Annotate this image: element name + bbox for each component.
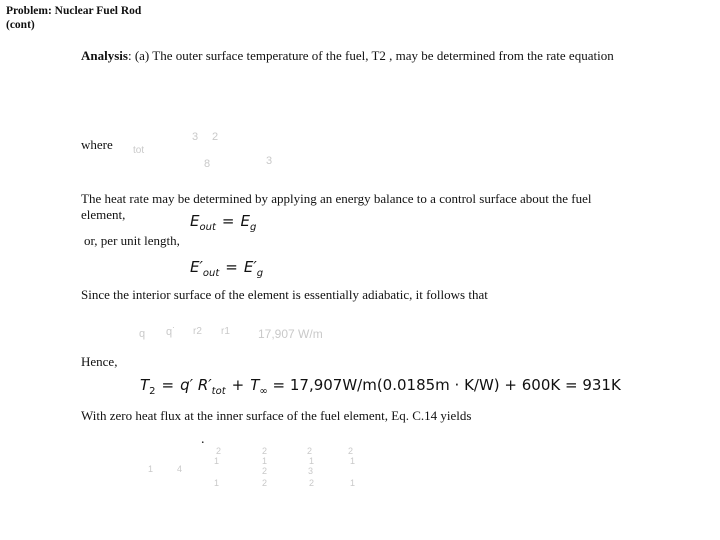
faint-eq-token: r1 xyxy=(221,326,230,337)
eq1-rhs-sub: g xyxy=(249,222,257,233)
eq3-tinf-sub: ∞ xyxy=(259,386,268,397)
faint-eq-token: q xyxy=(139,328,146,340)
faint-eq-token: 3 xyxy=(192,131,199,143)
analysis-text: : (a) The outer surface temperature of the fuel, T2 , may be determined from the rate equation xyxy=(127,48,614,63)
dot-mark: . xyxy=(201,432,205,447)
outer-temperature-equation: $T_2 = q'$ $R'_{tot} + T_\infty = 17,907W/m(0.0185m \cdot K/W) + 600K = 931K$ xyxy=(140,376,621,397)
per-unit-length-text: or, per unit length, xyxy=(84,233,180,248)
eq3-q: q′ xyxy=(180,376,194,394)
zero-heat-flux-statement: With zero heat flux at the inner surface of the fuel element, Eq. C.14 yields xyxy=(81,408,472,423)
energy-balance-equation: $E_{out} = E_g$ xyxy=(190,212,257,233)
faint-eq-token: 2 xyxy=(262,446,268,456)
faint-eq-token: tot xyxy=(133,145,145,156)
faint-eq-token: 2 xyxy=(309,478,315,488)
faint-eq-token: 8 xyxy=(204,158,211,170)
eq2-lhs-sub: out xyxy=(202,268,220,279)
analysis-paragraph xyxy=(81,48,614,64)
faint-eq-token: q˙ xyxy=(166,326,176,338)
eq3-tinf: T xyxy=(250,376,260,394)
faint-eq-token: 2 xyxy=(262,478,268,488)
faint-eq-token: 17,907 W/m xyxy=(258,327,323,341)
faint-eq-token: 1 xyxy=(309,456,315,466)
adiabatic-statement: Since the interior surface of the element is essentially adiabatic, it follows that xyxy=(81,287,488,302)
eq2-rhs: E′ xyxy=(243,258,257,276)
faint-eq-token: 1 xyxy=(214,456,220,466)
analysis-label: Analysis xyxy=(81,48,128,63)
faint-eq-token: 2 xyxy=(262,466,268,476)
problem-title-cont: (cont) xyxy=(6,19,35,31)
faint-eq-token: 1 xyxy=(214,478,220,488)
faint-eq-token: 2 xyxy=(307,446,313,456)
faint-eq-token: 3 xyxy=(266,155,273,167)
eq2-lhs: E′ xyxy=(190,258,203,276)
faint-eq-token: 2 xyxy=(348,446,354,456)
faint-eq-token: 1 xyxy=(148,464,154,474)
eq1-lhs-sub: out xyxy=(199,222,216,233)
hence-label: Hence, xyxy=(81,354,118,369)
faint-eq-token: 1 xyxy=(262,456,268,466)
where-label: where xyxy=(81,137,113,152)
problem-title: Problem: Nuclear Fuel Rod xyxy=(6,5,142,17)
eq3-r: R′ xyxy=(197,376,212,394)
eq3-t2: T xyxy=(140,376,150,394)
faint-eq-token: 4 xyxy=(177,464,183,474)
faint-eq-token: 2 xyxy=(216,446,222,456)
eq1-lhs: E xyxy=(190,212,200,230)
energy-balance-per-length-equation: $E'_{out} = E'_g$ xyxy=(190,258,264,279)
faint-eq-token: 1 xyxy=(350,478,356,488)
heat-rate-line1: The heat rate may be determined by applying an energy balance to a control surface about the fuel xyxy=(81,191,592,206)
heat-rate-line2: element, xyxy=(81,207,126,222)
faint-eq-token: 3 xyxy=(308,466,314,476)
eq1-rhs: E xyxy=(240,212,250,230)
eq3-rest: = 17,907W/m(0.0185m · K/W) + 600K = 931K xyxy=(272,376,621,394)
eq3-t2-sub: 2 xyxy=(149,386,156,397)
eq2-rhs-sub: g xyxy=(256,268,264,279)
faint-eq-token: 2 xyxy=(212,131,219,143)
eq3-r-sub: tot xyxy=(211,386,226,397)
faint-eq-token: 1 xyxy=(350,456,356,466)
faint-eq-token: r2 xyxy=(193,326,202,337)
